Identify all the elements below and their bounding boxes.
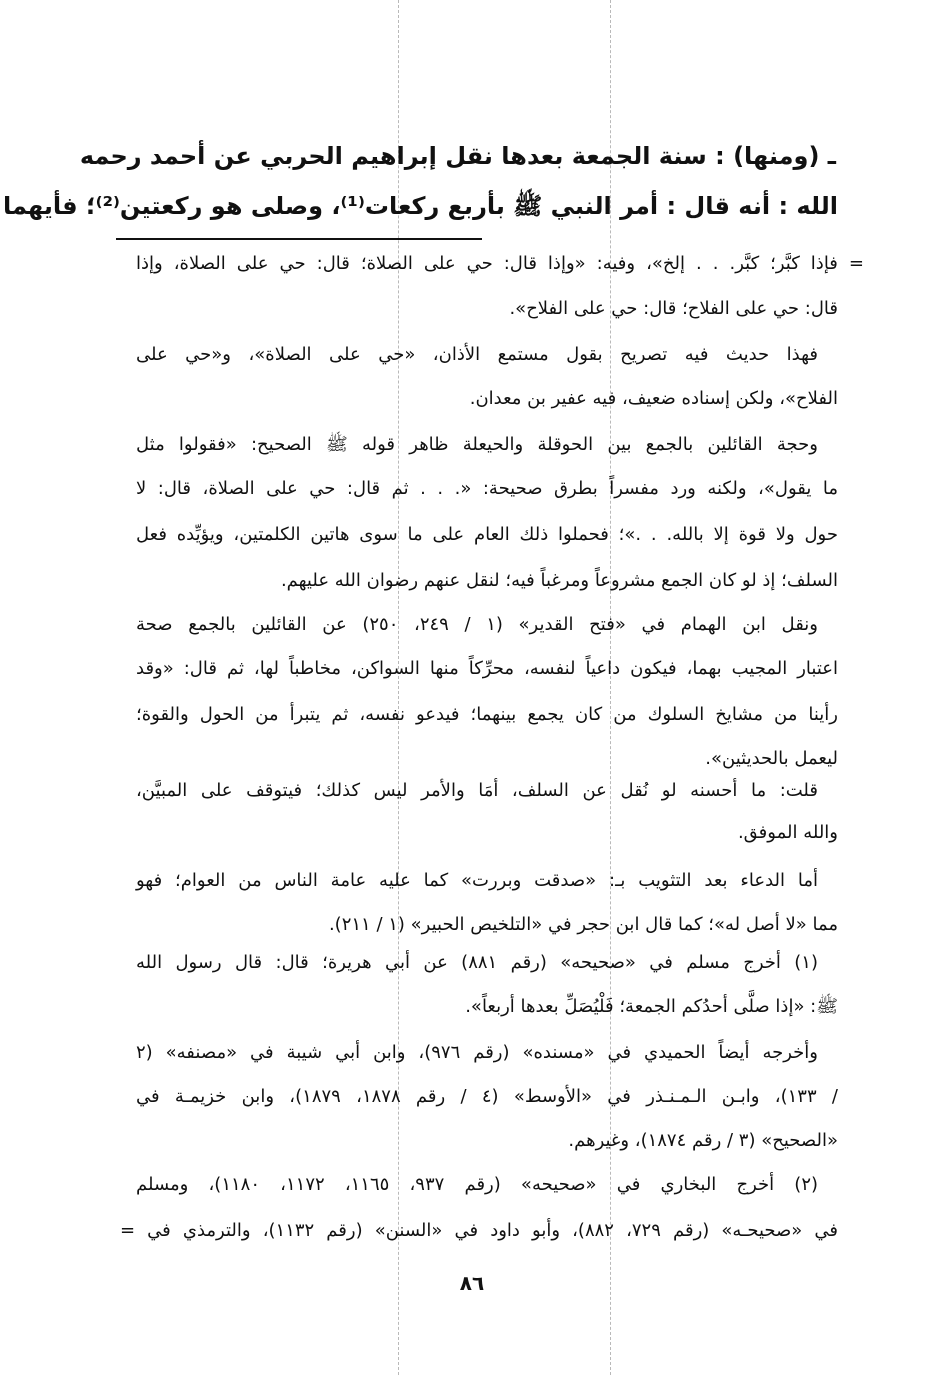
footnote-line: وحجة القائلين بالجمع بين الحوقلة والحيعلة ظاهر قوله ﷺ الصحيح: «فقولوا مثل — [136, 434, 818, 455]
footnote-line: ﷺ: «إذا صلَّى أحدُكم الجمعة؛ فَلْيُصَلِّ بعدها أربعاً». — [465, 996, 838, 1017]
footnote-line: (١) أخرج مسلم في «صحيحه» (رقم ٨٨١) عن أبي هريرة؛ قال: قال رسول الله — [136, 952, 818, 973]
footnote-line: (٢) أخرج البخاري في «صحيحه» (رقم ٩٣٧، ١١٦٥، ١١٧٢، ١١٨٠)، ومسلم — [136, 1174, 819, 1195]
footnote-line: والله الموفق. — [737, 822, 838, 843]
footnote-line: ونقل ابن الهمام في «فتح القدير» (١ / ٢٤٩، ٢٥٠) عن القائلين بالجمع صحة — [136, 614, 818, 635]
footnote-line: أما الدعاء بعد التثويب بـ: «صدقت وبررت» كما عليه عامة الناس من العوام؛ فهو — [136, 870, 818, 891]
main-text-line: ـ (ومنها) : سنة الجمعة بعدها نقل إبراهيم الحربي عن أحمد رحمه — [79, 142, 836, 170]
footnote-line: الفلاح»، ولكن إسناده ضعيف، فيه عفير بن معدان. — [469, 388, 838, 409]
footnote-line: ما يقول»، ولكنه ورد مفسراً بطرق صحيحة: «. . . ثم قال: حي على الصلاة، قال: لا — [136, 478, 838, 499]
footnote-line: «الصحيح» (٣ / رقم ١٨٧٤)، وغيرهم. — [568, 1130, 838, 1151]
footnote-line: اعتبار المجيب بهما، فيكون داعياً لنفسه، محرِّكاً منها السواكن، مخاطباً لها، ثم قال: «وقد — [136, 658, 838, 679]
footnote-line: ليعمل بالحديثين». — [705, 748, 838, 769]
footnote-separator — [116, 238, 482, 240]
footnote-line: قال: حي على الفلاح؛ قال: حي على الفلاح». — [509, 298, 838, 319]
footnote-line: = فإذا كبَّر؛ كبَّر. . . إلخ»، وفيه: «وإذا قال: حي على الصلاة؛ قال: حي على الصلاة، وإذا — [136, 253, 864, 274]
footnote-line: مما «لا أصل له»؛ كما قال ابن حجر في «التلخيص الحبير» (١ / ٢١١). — [328, 914, 838, 935]
footnote-line: السلف؛ إذ لو كان الجمع مشروعاً ومرغباً فيه؛ لنقل عنهم رضوان الله عليهم. — [280, 570, 838, 591]
footnote-line: / ١٣٣)، وابـن الـمـنـذر في «الأوسط» (٤ / رقم ١٨٧٨، ١٨٧٩)، وابن خزيمـة في — [136, 1086, 838, 1107]
footnote-line: فهذا حديث فيه تصريح بقول مستمع الأذان، «حي على الصلاة»، و«حي على — [136, 344, 818, 365]
page-number: ٨٦ — [459, 1271, 485, 1295]
footnote-line: في «صحيحـه» (رقم ٧٢٩، ٨٨٢)، وأبو داود في «السنن» (رقم ١١٣٢)، والترمذي في = — [120, 1220, 838, 1241]
footnote-line: رأينا من مشايخ السلوك من كان يجمع بينهما؛ فيدعو نفسه، ثم يتبرأ من الحول والقوة؛ — [136, 704, 838, 725]
footnote-line: قلت: ما أحسنه لو نُقل عن السلف، أمَا والأمر ليس كذلك؛ فيتوقف على المبيَّن، — [136, 780, 818, 801]
footnote-line: وأخرجه أيضاً الحميدي في «مسنده» (رقم ٩٧٦)، وابن أبي شيبة في «مصنفه» (٢ — [136, 1042, 818, 1063]
main-text-line: الله : أنه قال : أمر النبي ﷺ بأربع ركعات⁽¹⁾، وصلى هو ركعتين⁽²⁾؛ فأيهما — [2, 192, 838, 220]
footnote-line: حول ولا قوة إلا بالله. . .»؛ فحملوا ذلك العام على ما سوى هاتين الكلمتين، ويؤيِّده فعل — [136, 524, 838, 545]
